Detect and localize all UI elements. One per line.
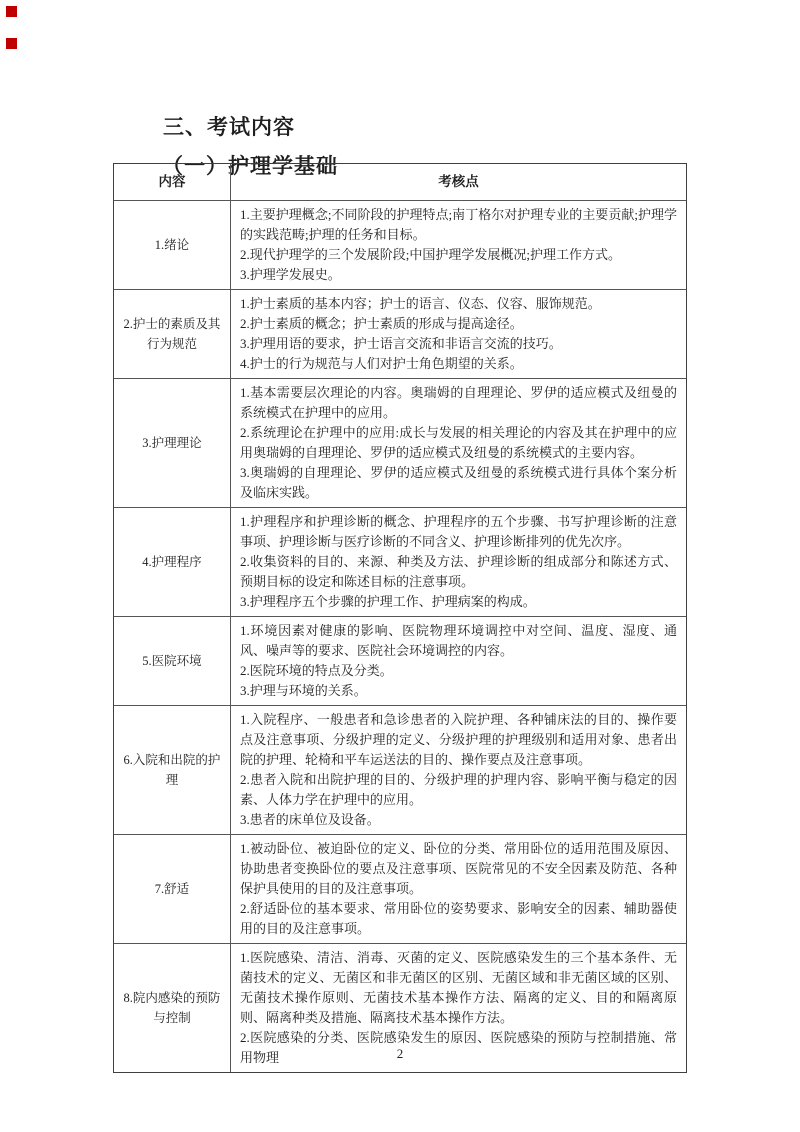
subsection-title: （一）护理学基础 — [162, 154, 338, 179]
row-points — [231, 706, 686, 834]
column-header-content: 内容 — [114, 164, 231, 200]
row-points — [231, 201, 686, 289]
point-item: 2.护士素质的概念；护士素质的形成与提高途径。 — [240, 316, 523, 331]
row-topic: 3.护理理论 — [114, 379, 231, 507]
row-points — [231, 379, 686, 507]
table-row-admission-discharge — [114, 705, 686, 834]
point-item: 1.被动卧位、被迫卧位的定义、卧位的分类、常用卧位的适用范围及原因、协助患者变换卧位的要点及注意事项、医院常见的不安全因素及防范、各种保护具使用的目的及注意事项。 — [240, 841, 677, 896]
point-item: 1.护士素质的基本内容；护士的语言、仪态、仪容、服饰规范。 — [240, 296, 601, 311]
point-item: 1.入院程序、一般患者和急诊患者的入院护理、各种铺床法的目的、操作要点及注意事项、分级护理的定义、分级护理的护理级别和适用对象、患者出院的护理、轮椅和平车运送法的目的、操作要点及注意事项。 — [240, 712, 677, 767]
row-points — [231, 290, 686, 378]
row-points — [231, 617, 686, 705]
corner-red-marker — [6, 38, 17, 49]
point-item: 2.收集资料的目的、来源、种类及方法、护理诊断的组成部分和陈述方式、预期目标的设定和陈述目标的注意事项。 — [240, 554, 677, 589]
point-item: 1.护理程序和护理诊断的概念、护理程序的五个步骤、书写护理诊断的注意事项、护理诊断与医疗诊断的不同含义、护理诊断排列的优先次序。 — [240, 514, 677, 549]
row-topic: 1.绪论 — [114, 201, 231, 289]
point-item: 2.医院感染的分类、医院感染发生的原因、医院感染的预防与控制措施、常用物理 — [240, 1030, 677, 1065]
row-topic: 2.护士的素质及其行为规范 — [114, 290, 231, 378]
table-row-introduction — [114, 200, 686, 289]
table-row-comfort — [114, 834, 686, 943]
point-item: 2.患者入院和出院护理的目的、分级护理的护理内容、影响平衡与稳定的因素、人体力学在护理中的应用。 — [240, 772, 677, 807]
point-item: 1.主要护理概念;不同阶段的护理特点;南丁格尔对护理专业的主要贡献;护理学的实践范畴;护理的任务和目标。 — [240, 207, 677, 242]
point-item: 3.奥瑞姆的自理理论、罗伊的适应模式及纽曼的系统模式进行具体个案分析及临床实践。 — [240, 465, 677, 500]
point-item: 2.舒适卧位的基本要求、常用卧位的姿势要求、影响安全的因素、辅助器使用的目的及注意事项。 — [240, 901, 677, 936]
point-item: 2.系统理论在护理中的应用:成长与发展的相关理论的内容及其在护理中的应用奥瑞姆的自理理论、罗伊的适应模式及纽曼的系统模式的主要内容。 — [240, 425, 677, 460]
page-number: 2 — [396, 1046, 404, 1061]
point-item: 1.基本需要层次理论的内容。奥瑞姆的自理理论、罗伊的适应模式及纽曼的系统模式在护理中的应用。 — [240, 385, 677, 420]
exam-content-table — [113, 163, 687, 1073]
point-item: 2.现代护理学的三个发展阶段;中国护理学发展概况;护理工作方式。 — [240, 247, 621, 262]
point-item: 3.护理与环境的关系。 — [240, 683, 367, 698]
table-row-nursing-theory — [114, 378, 686, 507]
table-header-row — [114, 164, 686, 200]
point-item: 4.护士的行为规范与人们对护士角色期望的关系。 — [240, 356, 523, 371]
point-item: 2.医院环境的特点及分类。 — [240, 663, 393, 678]
table-row-hospital-environment — [114, 616, 686, 705]
point-item: 3.护理用语的要求，护士语言交流和非语言交流的技巧。 — [240, 336, 562, 351]
point-item: 3.护理学发展史。 — [240, 267, 341, 282]
point-item: 1.环境因素对健康的影响、医院物理环境调控中对空间、温度、湿度、通风、噪声等的要求、医院社会环境调控的内容。 — [240, 623, 677, 658]
point-item: 1.医院感染、清洁、消毒、灭菌的定义、医院感染发生的三个基本条件、无菌技术的定义、无菌区和非无菌区的区别、无菌区域和非无菌区域的区别、无菌技术操作原则、无菌技术基本操作方法、隔离的定义、目的和隔离原则、隔离种类及措施、隔离技术基本操作方法。 — [240, 950, 677, 1025]
table-row-nursing-process — [114, 507, 686, 616]
section-title: 三、考试内容 — [163, 116, 295, 140]
point-item: 3.护理程序五个步骤的护理工作、护理病案的构成。 — [240, 594, 536, 609]
row-points — [231, 835, 686, 943]
row-topic: 6.入院和出院的护理 — [114, 706, 231, 834]
row-topic: 7.舒适 — [114, 835, 231, 943]
row-topic: 8.院内感染的预防与控制 — [114, 944, 231, 1072]
column-header-points: 考核点 — [438, 174, 479, 189]
corner-red-marker — [6, 6, 17, 17]
row-topic: 4.护理程序 — [114, 508, 231, 616]
point-item: 3.患者的床单位及设备。 — [240, 812, 380, 827]
row-topic: 5.医院环境 — [114, 617, 231, 705]
row-points — [231, 508, 686, 616]
table-row-nurse-quality — [114, 289, 686, 378]
